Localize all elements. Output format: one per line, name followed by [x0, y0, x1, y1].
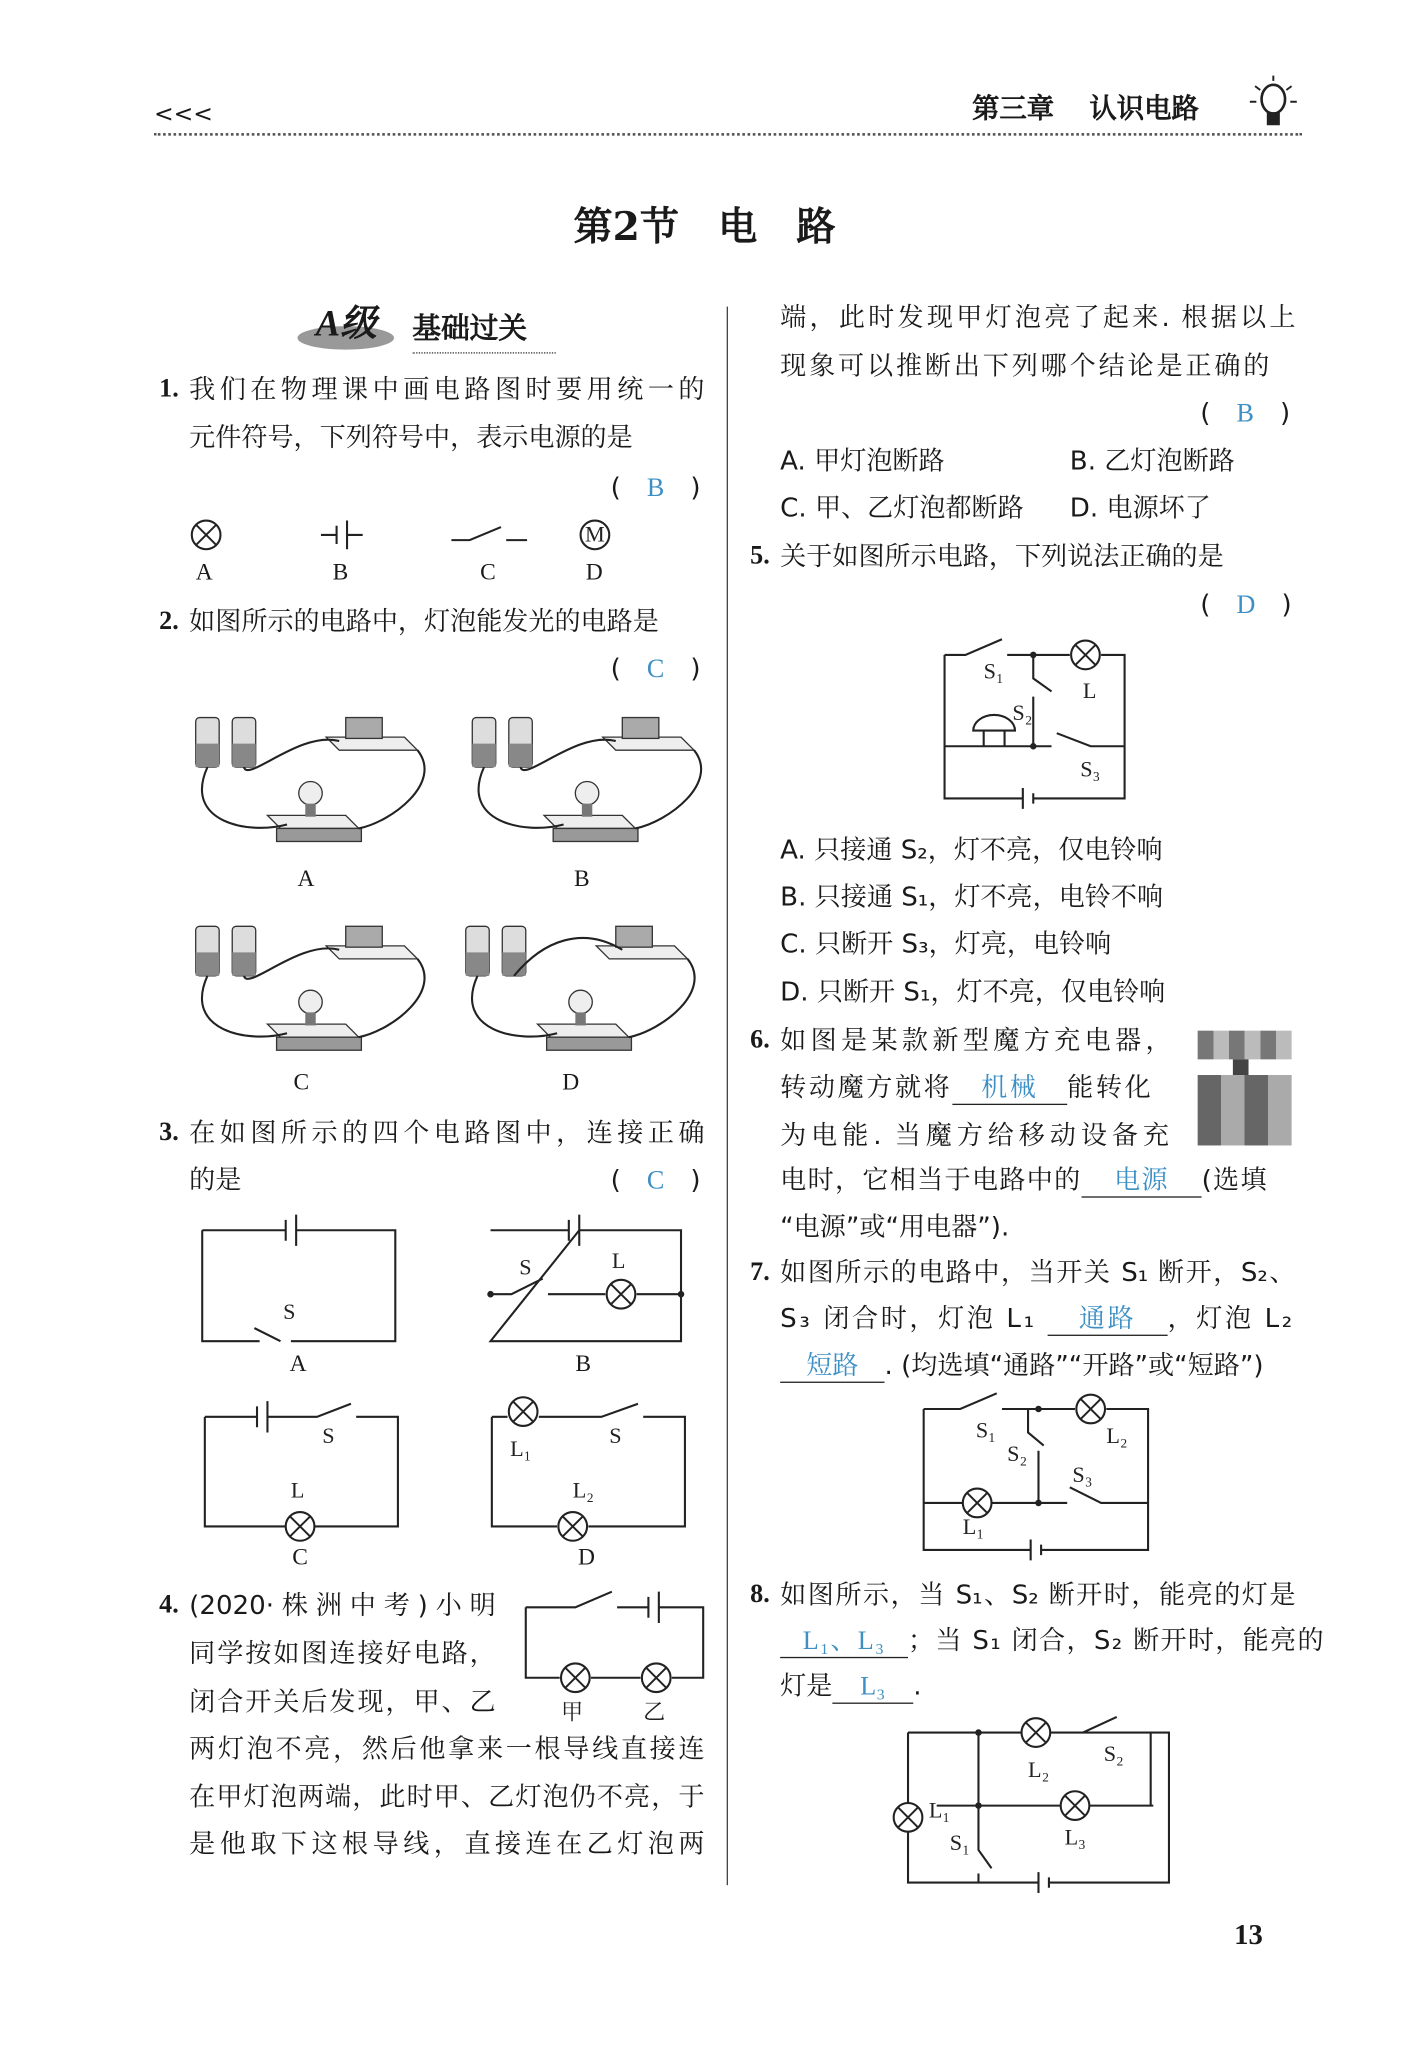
- q5-option-c: C. 只断开 S₃，灯亮，电铃响: [780, 927, 1112, 959]
- page-title: 第2节 电 路: [573, 204, 836, 251]
- q4-answer-box: ( B ): [1200, 396, 1291, 428]
- q1-option-a: A: [195, 558, 213, 585]
- q4-option-b: B. 乙灯泡断路: [1069, 444, 1235, 477]
- q7-answer-1: 通路: [1048, 1303, 1168, 1336]
- svg-text:L: L: [1082, 677, 1097, 703]
- q6-number: 6.: [750, 1025, 770, 1055]
- q8-circuit: [892, 1720, 1172, 1887]
- svg-text:S: S: [283, 1298, 296, 1324]
- svg-text:S: S: [609, 1422, 622, 1448]
- q1-answer-box: ( B ): [610, 470, 701, 503]
- svg-text:L₂: L₂: [572, 1477, 594, 1503]
- q6-line4: 电时，它相当于电路中的 电源 (选填: [780, 1162, 1268, 1197]
- q4-circuit: [526, 1594, 709, 1724]
- q8-answer-1: L₁、L₃: [780, 1626, 908, 1659]
- q8-line3: 灯是 L₃ .: [780, 1669, 921, 1704]
- q3-number: 3.: [159, 1118, 179, 1147]
- q3-label-a: A: [289, 1350, 307, 1377]
- q4-text: 两灯泡不亮，然后他拿来一根导线直接连: [189, 1732, 705, 1764]
- svg-text:L: L: [290, 1477, 305, 1503]
- q7-line3: 短路 . (均选填“通路”“开路”或“短路”): [780, 1348, 1263, 1383]
- q5-option-a: A. 只接通 S₂，灯不亮，仅电铃响: [780, 833, 1163, 865]
- q7-circuit: [924, 1399, 1152, 1553]
- q6-text: 为电能. 当魔方给移动设备充: [780, 1119, 1169, 1151]
- q4-option-a: A. 甲灯泡断路: [780, 444, 945, 477]
- q1-option-d: D: [585, 558, 603, 585]
- q4-text: 在甲灯泡两端，此时甲、乙灯泡仍不亮，于: [189, 1780, 705, 1813]
- q7-number: 7.: [750, 1257, 770, 1287]
- q5-option-d: D. 只断开 S₁，灯不亮，仅电铃响: [780, 975, 1166, 1008]
- q3-label-c: C: [292, 1543, 308, 1570]
- q3-circuit-d: [492, 1406, 685, 1526]
- svg-text:L₃: L₃: [1064, 1824, 1086, 1850]
- q1-option-b: B: [332, 558, 349, 585]
- q2-figure-d: [466, 913, 701, 1070]
- q2-number: 2.: [159, 606, 179, 636]
- svg-text:S₁: S₁: [983, 658, 1004, 684]
- svg-text:S₃: S₃: [1072, 1462, 1093, 1488]
- q6-text: “电源”或“用电器”).: [780, 1210, 1010, 1243]
- q2-figure-b: [472, 705, 707, 862]
- q4-option-c: C. 甲、乙灯泡都断路: [780, 491, 1024, 524]
- q3-label-d: D: [577, 1543, 595, 1570]
- svg-text:S₂: S₂: [1103, 1741, 1124, 1767]
- svg-text:L₁: L₁: [510, 1435, 532, 1461]
- q5-option-b: B. 只接通 S₁，灯不亮，电铃不响: [780, 880, 1164, 912]
- q8-number: 8.: [750, 1579, 770, 1609]
- q4-text: 现象可以推断出下列哪个结论是正确的: [780, 349, 1270, 381]
- q3-label-b: B: [575, 1350, 592, 1377]
- q5-answer-box: ( D ): [1200, 588, 1292, 620]
- q2-label-d: D: [562, 1068, 580, 1095]
- q4-number: 4.: [159, 1590, 179, 1620]
- q6-answer-1: 机械: [952, 1072, 1067, 1105]
- q3-circuit-a: [202, 1220, 398, 1344]
- q3-text: 的是: [189, 1163, 242, 1196]
- svg-text:S₂: S₂: [1012, 700, 1033, 726]
- lightbulb-icon: [1250, 76, 1302, 133]
- q8-line2: L₁、L₃ ；当 S₁ 闭合，S₂ 断开时，能亮的: [780, 1623, 1325, 1658]
- q4-option-d: D. 电源坏了: [1069, 491, 1211, 524]
- svg-text:M: M: [585, 521, 605, 547]
- svg-text:L₂: L₂: [1106, 1422, 1128, 1448]
- q2-label-a: A: [297, 864, 315, 892]
- q8-text: 如图所示，当 S₁、S₂ 断开时，能亮的灯是: [780, 1578, 1296, 1610]
- svg-text:L₂: L₂: [1028, 1756, 1050, 1782]
- svg-text:L₁: L₁: [962, 1514, 985, 1540]
- q6-answer-2: 电源: [1082, 1165, 1202, 1198]
- header-divider: [154, 133, 1302, 136]
- q4-text: 闭合开关后发现，甲、乙: [189, 1685, 496, 1717]
- column-divider: [727, 307, 728, 1886]
- q6-text: 如图是某款新型魔方充电器，: [780, 1024, 1172, 1056]
- q2-text: 如图所示的电路中，灯泡能发光的电路是: [189, 605, 659, 637]
- q8-answer-2: L₃: [832, 1671, 913, 1704]
- q6-line2: 转动魔方就将 机械 能转化: [780, 1070, 1153, 1105]
- svg-text:S₁: S₁: [975, 1417, 996, 1443]
- q2-figure-c: [196, 913, 431, 1070]
- q1-text: 元件符号，下列符号中，表示电源的是: [189, 421, 633, 453]
- q1-text: 我们在物理课中画电路图时要用统一的: [189, 373, 705, 405]
- q4-text: 端，此时发现甲灯泡亮了起来. 根据以上: [780, 301, 1296, 333]
- q1-option-c: C: [480, 558, 496, 585]
- q3-answer-box: ( C ): [610, 1163, 701, 1196]
- chapter-title: 认识电路: [1089, 92, 1199, 124]
- q2-label-b: B: [574, 864, 590, 892]
- q4-text: 同学按如图连接好电路，: [189, 1637, 496, 1669]
- svg-text:S₃: S₃: [1080, 756, 1101, 782]
- q4-text: (2020·株洲中考)小明: [189, 1589, 496, 1621]
- svg-text:L₁: L₁: [928, 1797, 951, 1823]
- q3-circuit-b: [491, 1220, 684, 1344]
- svg-text:S: S: [519, 1254, 532, 1280]
- q7-line2: S₃ 闭合时，灯泡 L₁ 通路 ，灯泡 L₂: [780, 1301, 1295, 1336]
- svg-text:L: L: [611, 1248, 626, 1274]
- chapter-label: 第三章: [971, 92, 1055, 124]
- svg-text:S₁: S₁: [949, 1829, 970, 1855]
- q2-label-c: C: [293, 1068, 310, 1095]
- level-badge: A级 基础过关: [297, 308, 558, 355]
- q5-text: 关于如图所示电路，下列说法正确的是: [780, 540, 1224, 572]
- svg-text:S₂: S₂: [1007, 1441, 1028, 1467]
- svg-text:甲: 甲: [560, 1699, 584, 1725]
- q5-circuit: [945, 639, 1128, 802]
- page-number: 13: [1234, 1917, 1263, 1951]
- q1-answer: B: [646, 473, 665, 503]
- q1-symbols: [183, 515, 627, 554]
- q2-answer-box: ( C ): [610, 652, 701, 684]
- q3-circuit-c: [205, 1406, 398, 1526]
- q3-text: 在如图所示的四个电路图中，连接正确: [189, 1116, 705, 1149]
- svg-text:乙: 乙: [643, 1699, 666, 1725]
- q1-number: 1.: [159, 374, 179, 404]
- magic-cube-charger-image: [1198, 1031, 1292, 1146]
- back-chevrons: <<<: [153, 100, 213, 128]
- q7-answer-2: 短路: [780, 1350, 884, 1383]
- q2-figure-a: [196, 705, 431, 862]
- q5-number: 5.: [750, 541, 770, 571]
- q7-text: 如图所示的电路中，当开关 S₁ 断开，S₂、: [780, 1256, 1296, 1288]
- q4-text: 是他取下这根导线，直接连在乙灯泡两: [189, 1827, 705, 1860]
- svg-text:S: S: [322, 1422, 335, 1448]
